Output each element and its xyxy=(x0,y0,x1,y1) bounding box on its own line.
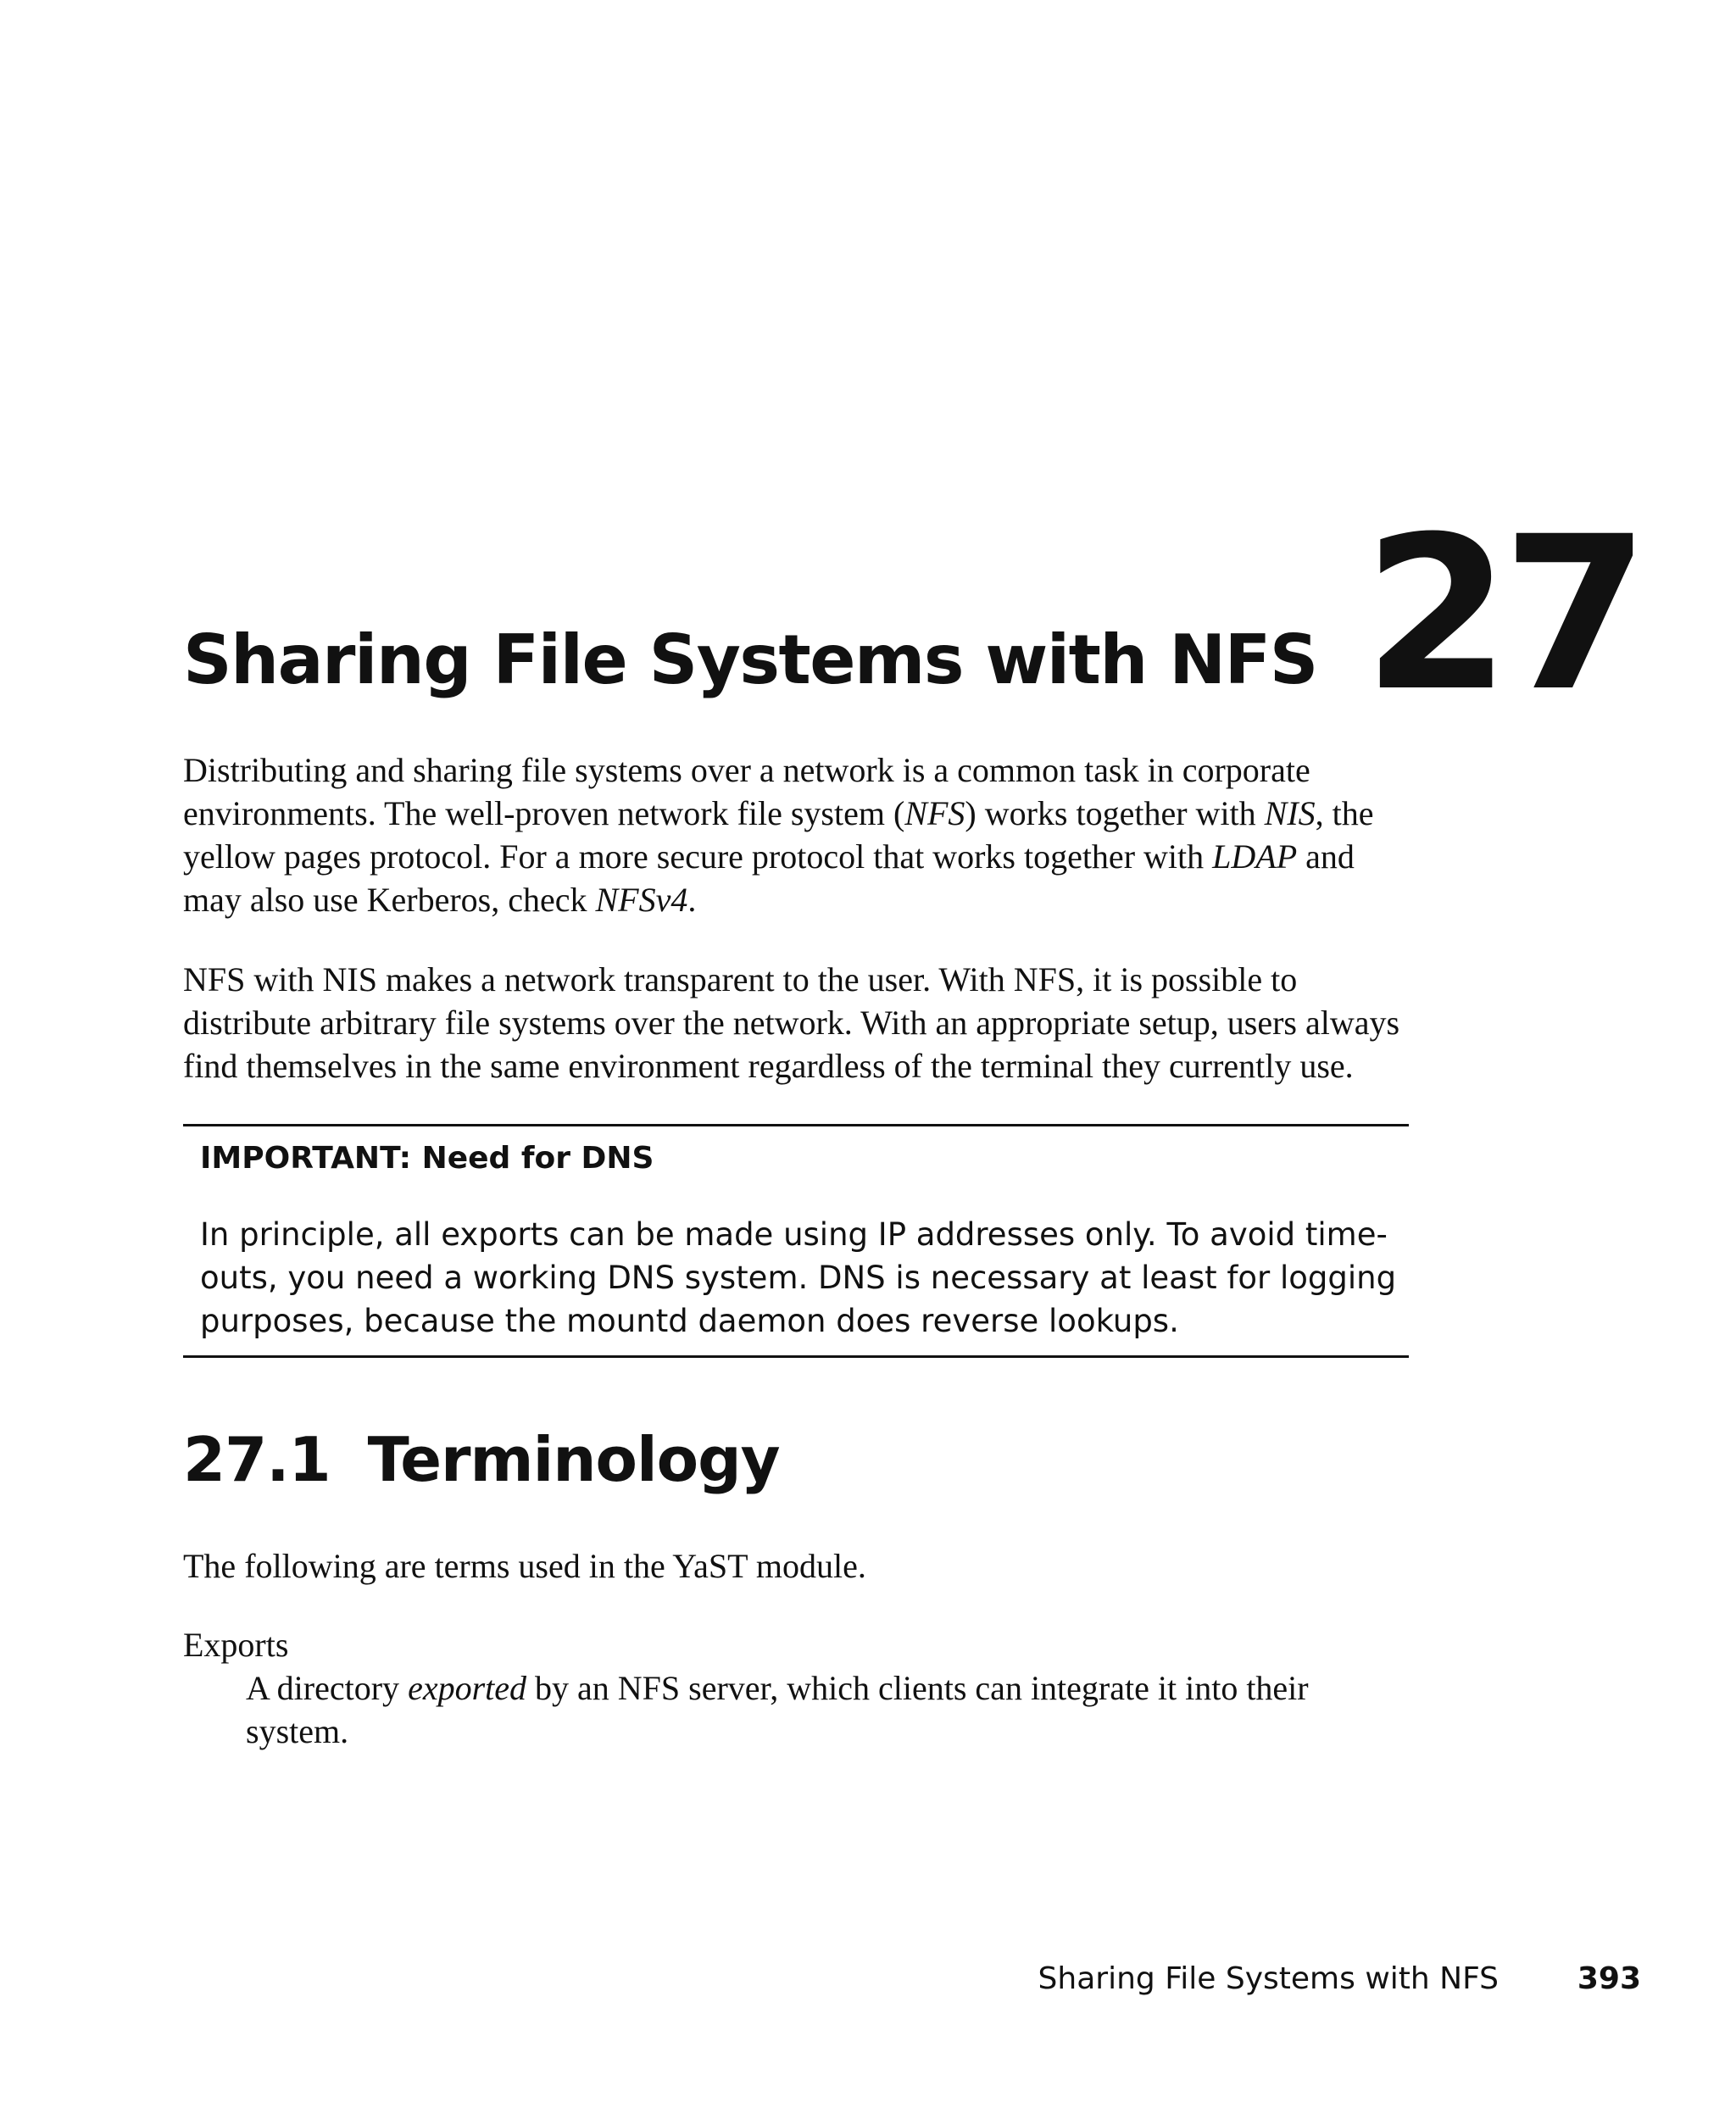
intro-paragraph-2: NFS with NIS makes a network transparent to the user. With NFS, it is possible to distribute arbitrary file systems over the network. With an appropriate setup, users always find themselves in the same environment regardless of the terminal they currently use. xyxy=(183,960,1400,1085)
intro-text: , the yellow pages protocol. For a more secure protocol that works together with xyxy=(183,794,1374,876)
intro-paragraph-1 xyxy=(183,748,1421,921)
footer-page-number: 393 xyxy=(1577,1961,1641,1996)
section-title: Terminology xyxy=(367,1424,780,1495)
intro-text: and may also use Kerberos, check xyxy=(183,837,1355,919)
section-heading xyxy=(183,1424,780,1495)
term-exports: Exports xyxy=(183,1626,289,1664)
chapter-number: 27 xyxy=(1363,491,1641,737)
section-number: 27.1 xyxy=(183,1424,331,1495)
intro-text: ) works together with xyxy=(965,794,1265,832)
nfs-term: NFS xyxy=(904,794,965,832)
definition-text: by an NFS server, which clients can integrate it into their system. xyxy=(246,1669,1309,1750)
section-intro: The following are terms used in the YaST module. xyxy=(183,1547,866,1585)
term-exports-definition xyxy=(246,1666,1416,1753)
important-note-title: IMPORTANT: Need for DNS xyxy=(200,1141,654,1176)
nis-term: NIS xyxy=(1264,794,1316,832)
important-note-body: In principle, all exports can be made using IP addresses only. To avoid time-outs, you need a working DNS system. DNS is necessary at least for logging purposes, because the mountd daemon does reverse lookups. xyxy=(200,1216,1397,1339)
footer-running-title: Sharing File Systems with NFS xyxy=(1038,1961,1499,1996)
important-note xyxy=(183,1124,1409,1358)
intro-text: Distributing and sharing file systems over a network is a common task in corporate environments. The well-proven network file system ( xyxy=(183,751,1310,832)
intro-text: . xyxy=(687,881,697,919)
definition-text: A directory xyxy=(246,1669,409,1707)
chapter-title: Sharing File Systems with NFS xyxy=(183,620,1317,699)
ldap-term: LDAP xyxy=(1212,837,1298,876)
nfsv4-term: NFSv4 xyxy=(595,881,688,919)
definition-emphasis: exported xyxy=(408,1669,527,1707)
